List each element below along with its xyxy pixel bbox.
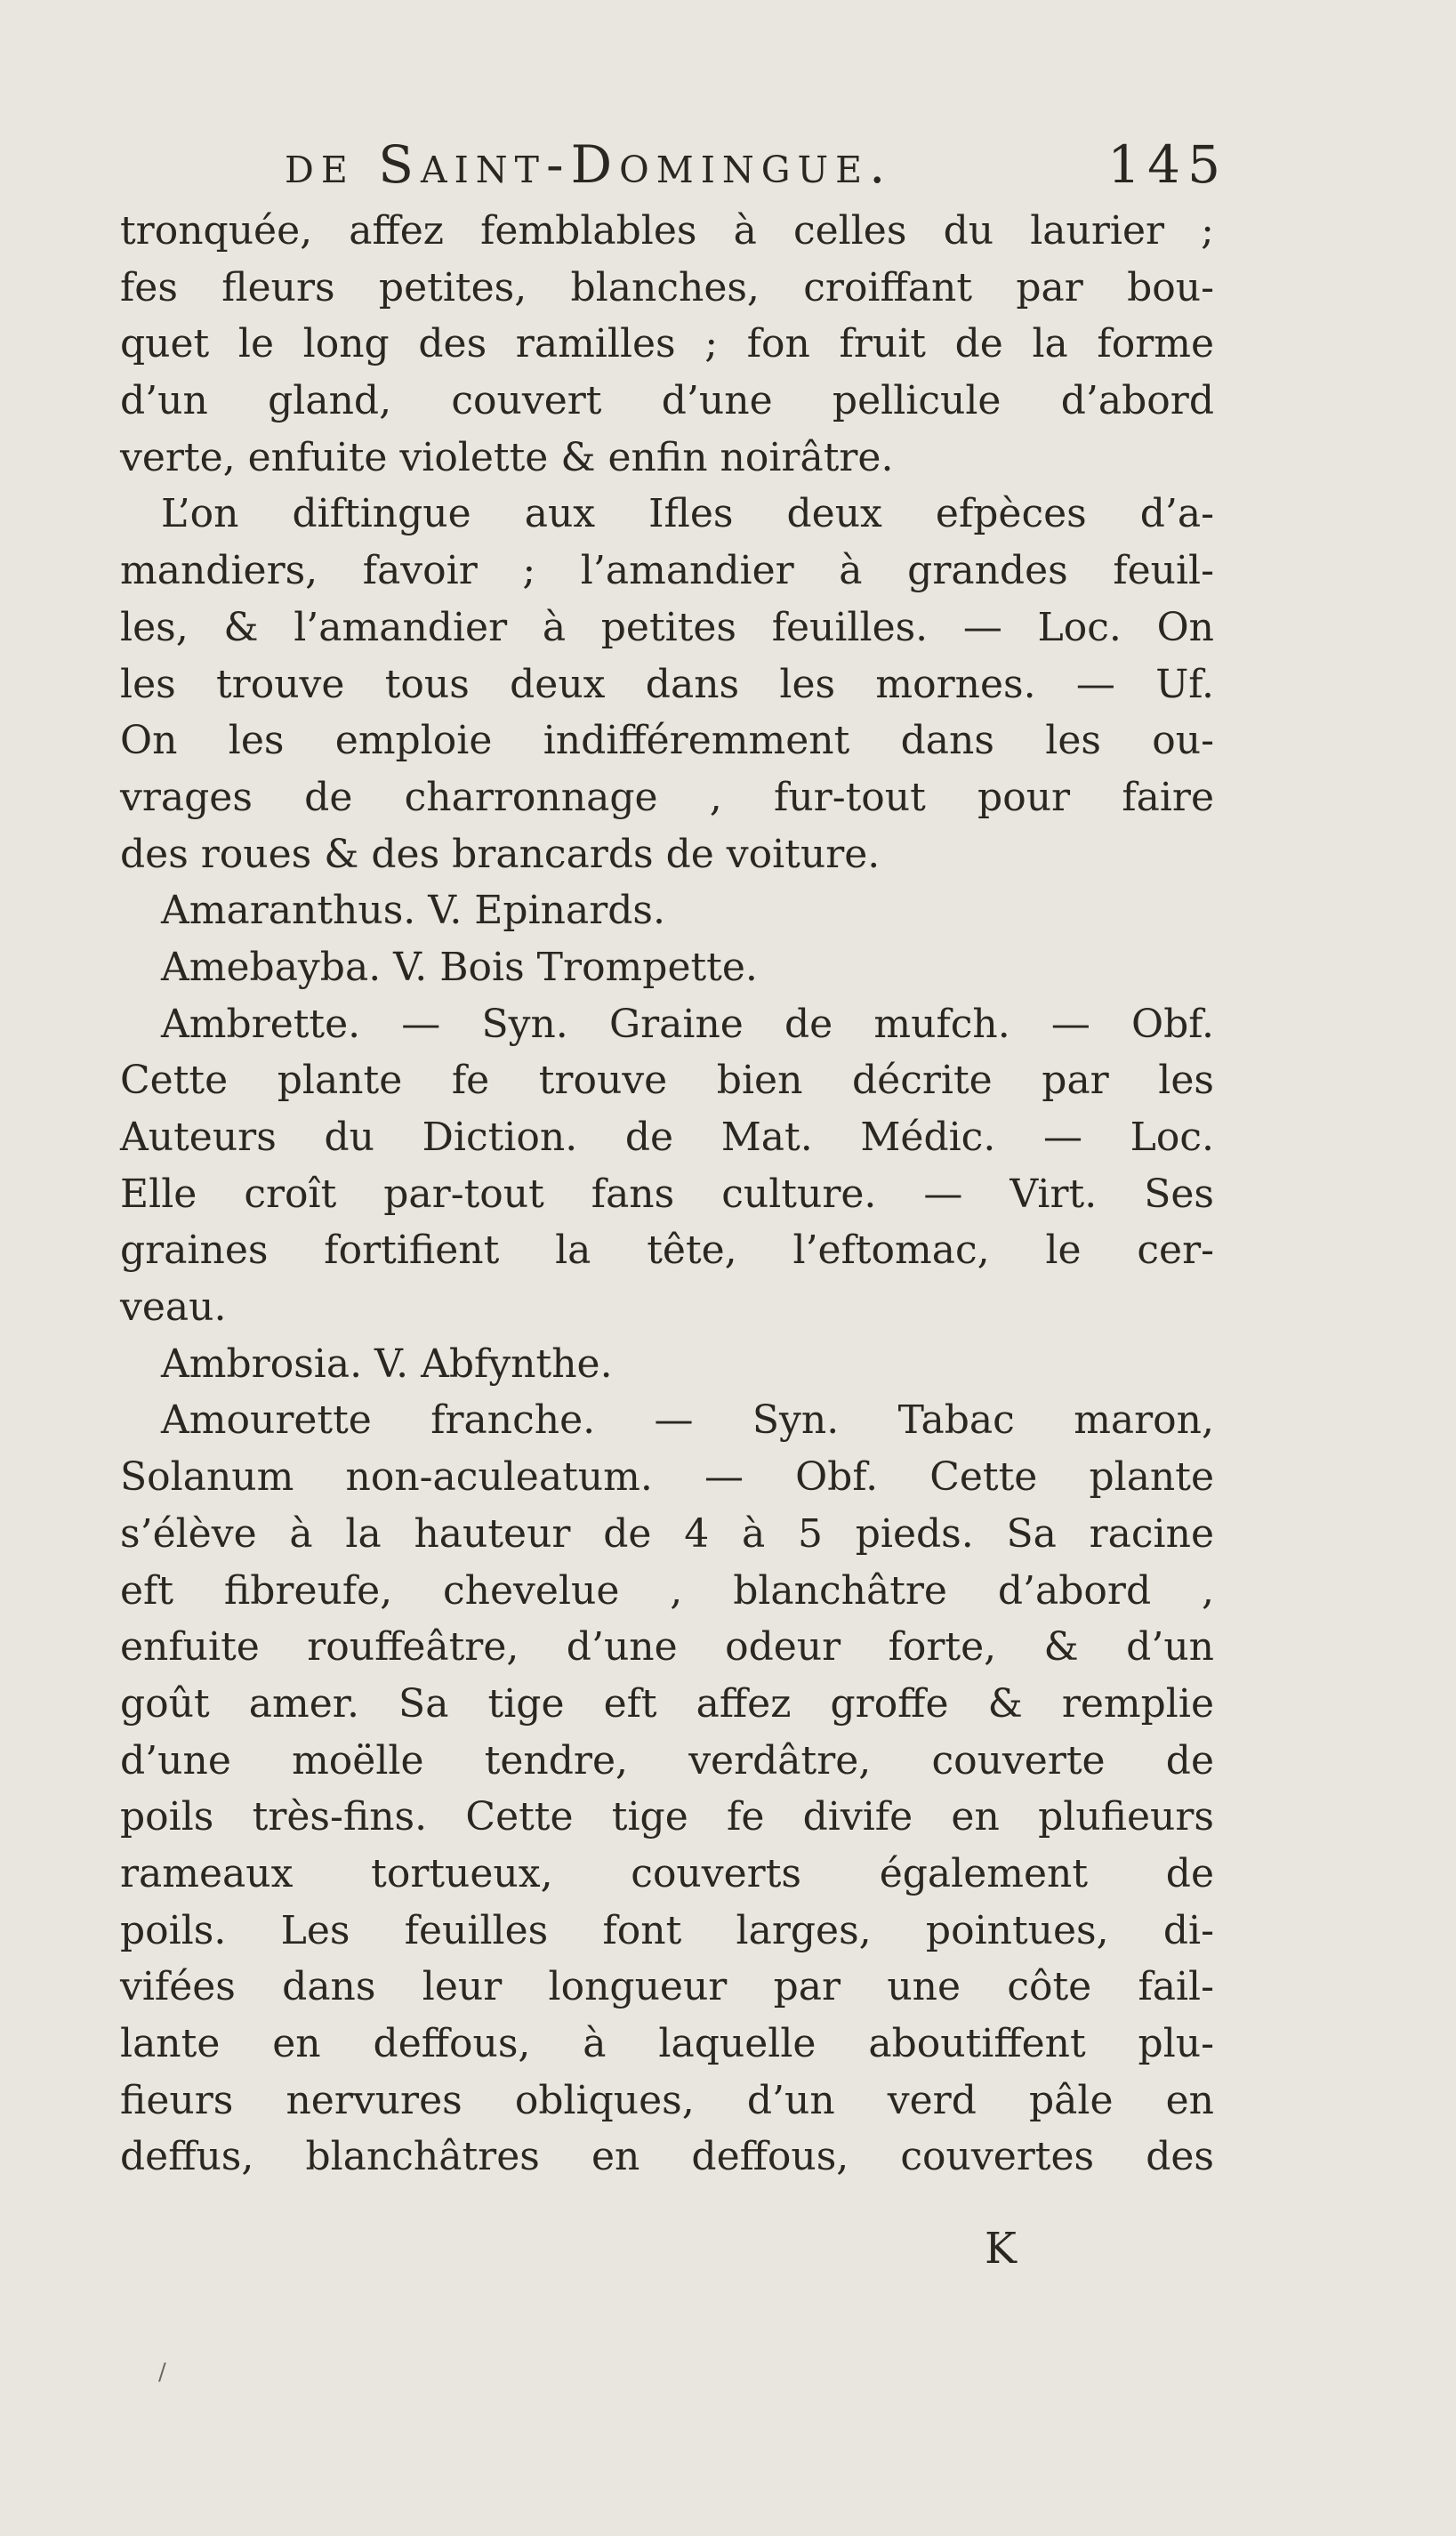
text-line: fes fleurs petites, blanches, croiffant par bou- — [120, 264, 1214, 310]
text-line: eft fibreufe, chevelue , blanchâtre d’abord , — [120, 1567, 1214, 1614]
text-line: les trouve tous deux dans les mornes. — Uf. — [120, 661, 1214, 707]
text-line: vifées dans leur longueur par une côte fail- — [120, 1964, 1214, 2010]
text-line: rameaux tortueux, couverts également de — [120, 1850, 1214, 1896]
text-line: graines fortifient la tête, l’eftomac, le cer- — [120, 1228, 1214, 1274]
text-line: quet le long des ramilles ; fon fruit de la forme — [120, 321, 1214, 367]
text-line: enfuite rouffeâtre, d’une odeur forte, & d’un — [120, 1624, 1214, 1671]
text-line: Ambrette. — Syn. Graine de mufch. — Obf. — [161, 1001, 1214, 1047]
text-line: Auteurs du Diction. de Mat. Médic. — Loc. — [120, 1115, 1214, 1160]
text-line: Solanum non-aculeatum. — Obf. Cette plante — [120, 1454, 1214, 1501]
text-line: Amaranthus. V. Epinards. — [161, 888, 665, 934]
text-line: fieurs nervures obliques, d’un verd pâle en — [120, 2077, 1214, 2123]
text-line: veau. — [120, 1284, 227, 1331]
page-number: 145 — [1107, 134, 1227, 195]
text-line: vrages de charronnage , fur-tout pour faire — [120, 774, 1214, 820]
text-line: Ambrosia. V. Abfynthe. — [161, 1340, 613, 1387]
text-line: d’une moëlle tendre, verdâtre, couverte de — [120, 1737, 1214, 1783]
stray-ink-mark: / — [158, 2359, 166, 2386]
text-line: s’élève à la hauteur de 4 à 5 pieds. Sa racine — [120, 1510, 1214, 1557]
text-line: Elle croît par-tout fans culture. — Virt. Ses — [120, 1171, 1214, 1217]
text-line: Cette plante fe trouve bien décrite par les — [120, 1058, 1214, 1104]
signature-mark: K — [985, 2224, 1017, 2274]
text-line: deffus, blanchâtres en deffous, couvertes des — [120, 2134, 1214, 2180]
running-title: de Saint-Domingue. — [285, 134, 893, 195]
text-line: tronquée, affez femblables à celles du laurier ; — [120, 208, 1214, 254]
text-line: verte, enfuite violette & enfin noirâtre. — [120, 434, 894, 480]
text-line: d’un gland, couvert d’une pellicule d’abord — [120, 378, 1214, 424]
text-line: lante en deffous, à laquelle aboutiffent plu- — [120, 2021, 1214, 2066]
running-head — [285, 133, 1227, 196]
text-line: goût amer. Sa tige eft affez groffe & remplie — [120, 1680, 1214, 1727]
text-line: On les emploie indifféremment dans les ou- — [120, 718, 1214, 764]
text-line: Amebayba. V. Bois Trompette. — [161, 944, 758, 990]
text-line: poils très-fins. Cette tige fe divife en plufieurs — [120, 1794, 1214, 1840]
text-line: des roues & des brancards de voiture. — [120, 831, 881, 877]
text-line: L’on diftingue aux Ifles deux efpèces d’a- — [161, 491, 1214, 537]
text-line: Amourette franche. — Syn. Tabac maron, — [161, 1397, 1214, 1444]
text-line: les, & l’amandier à petites feuilles. — Loc. On — [120, 604, 1214, 650]
body-text — [120, 203, 1214, 2186]
text-line: mandiers, favoir ; l’amandier à grandes feuil- — [120, 548, 1214, 594]
text-line: poils. Les feuilles font larges, pointues, di- — [120, 1907, 1214, 1953]
